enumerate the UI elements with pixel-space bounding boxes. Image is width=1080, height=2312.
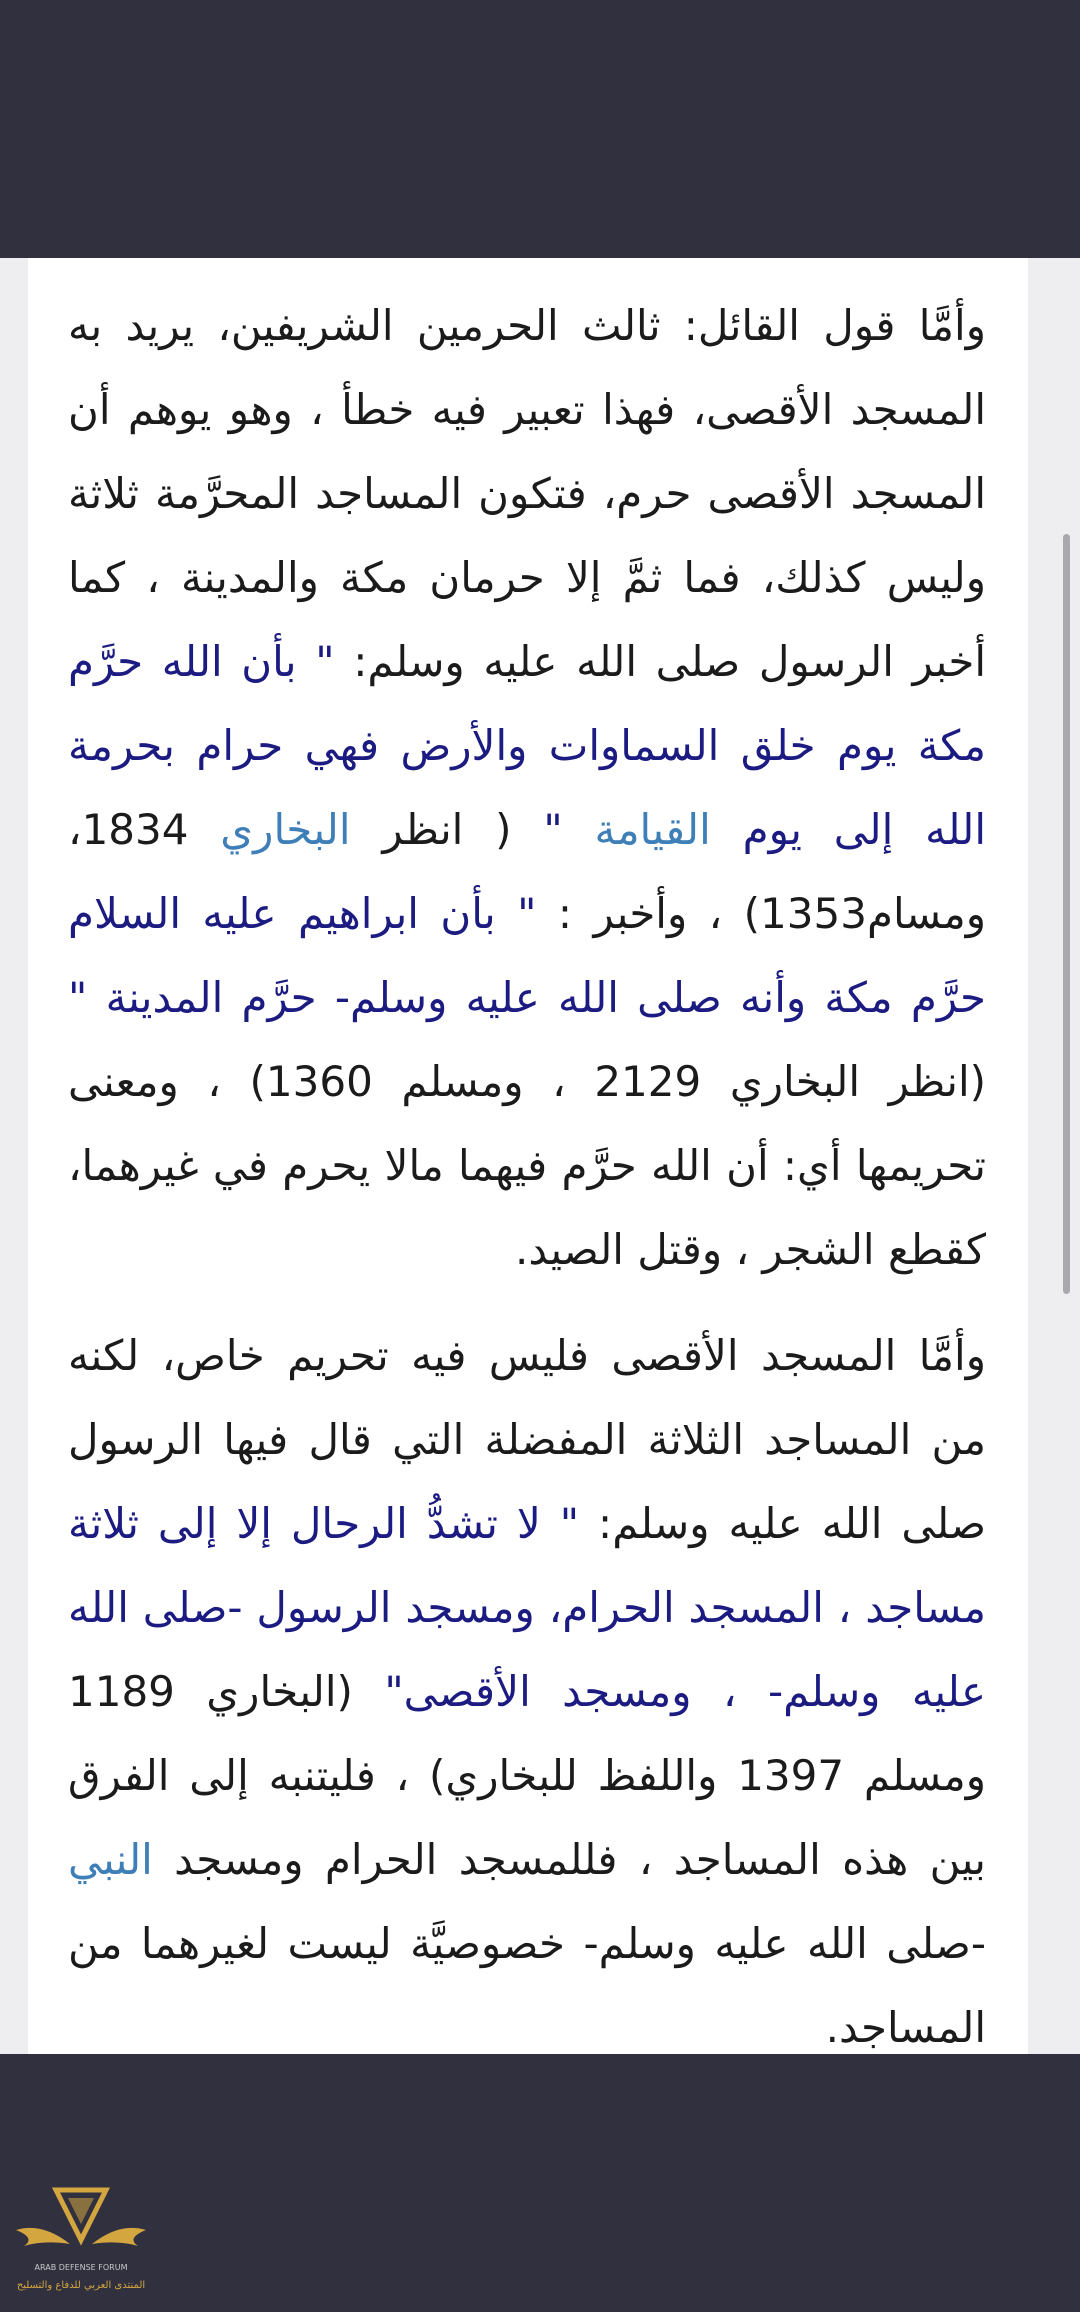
paragraph-1-text-2: ( انظر: [350, 805, 544, 854]
hadith-quote-three-mosques: " لا تشدُّ الرحال إلا إلى ثلاثة مساجد ، المسجد الحرام، ومسجد الرسول -صلى الله عليه وسلم- ، ومسجد الأقصى": [68, 1499, 987, 1716]
hadith-quote-mecca-sanctity: " بأن الله حرَّم مكة يوم خلق السماوات والأرض فهي حرام بحرمة الله إلى يوم القيامة ": [68, 637, 986, 854]
page-right-gutter: [1028, 258, 1080, 2054]
paragraph-2-text-2: (البخاري 1189 ومسلم 1397 واللفظ للبخاري) ، فليتنبه إلى الفرق بين هذه المساجد ، فللمسجد الحرام ومسجد: [68, 1667, 986, 1884]
link-bukhari[interactable]: البخاري: [220, 805, 351, 854]
paragraph-1-text-3: 1834، ومسام1353) ، وأخبر :: [68, 805, 986, 938]
scrollbar-thumb[interactable]: [1063, 534, 1070, 1294]
link-qiyama[interactable]: القيامة: [594, 805, 711, 854]
article-paragraph-2: [68, 1314, 986, 2070]
article-paragraph-1: [68, 284, 986, 1292]
watermark-tagline: المنتدى العربي للدفاع والتسليح: [16, 2280, 146, 2291]
link-nabi[interactable]: النبي: [68, 1835, 153, 1884]
paragraph-1-text-1: وأمَّا قول القائل: ثالث الحرمين الشريفين، يريد به المسجد الأقصى، فهذا تعبير فيه خطأ ، وهو يوهم أن المسجد الأقصى حرم، فتكون المساجد المحرَّمة ثلاثة وليس كذلك، فما ثمَّ إلا حرمان مكة والمدينة ، كما أخبر الرسول صلى الله عليه وسلم:: [68, 301, 986, 686]
hadith-quote-ibrahim: " بأن ابراهيم عليه السلام حرَّم مكة وأنه صلى الله عليه وسلم- حرَّم المدينة ": [68, 889, 986, 1022]
article-page: [0, 258, 1080, 2054]
paragraph-2-text-1: وأمَّا المسجد الأقصى فليس فيه تحريم خاص، لكنه من المساجد الثلاثة المفضلة التي قال فيها الرسول صلى الله عليه وسلم:: [68, 1331, 986, 1548]
paragraph-1-text-4: (انظر البخاري 2129 ، ومسلم 1360) ، ومعنى تحريمها أي: أن الله حرَّم فيهما مالا يحرم في غيرهما، كقطع الشجر ، وقتل الصيد.: [68, 1057, 987, 1274]
bottom-dark-band: [0, 2054, 1080, 2312]
watermark-brand: ARAB DEFENSE FORUM: [34, 2263, 128, 2272]
left-wing-icon: [16, 2228, 70, 2246]
paragraph-2-text-3: -صلى الله عليه وسلم- خصوصيَّة ليست لغيرهما من المساجد.: [68, 1919, 986, 2052]
top-dark-band: [0, 0, 1080, 258]
page-left-gutter: [0, 258, 28, 2054]
article-body: [68, 284, 986, 2092]
right-wing-icon: [92, 2228, 146, 2246]
forum-watermark-logo: [6, 2174, 156, 2304]
